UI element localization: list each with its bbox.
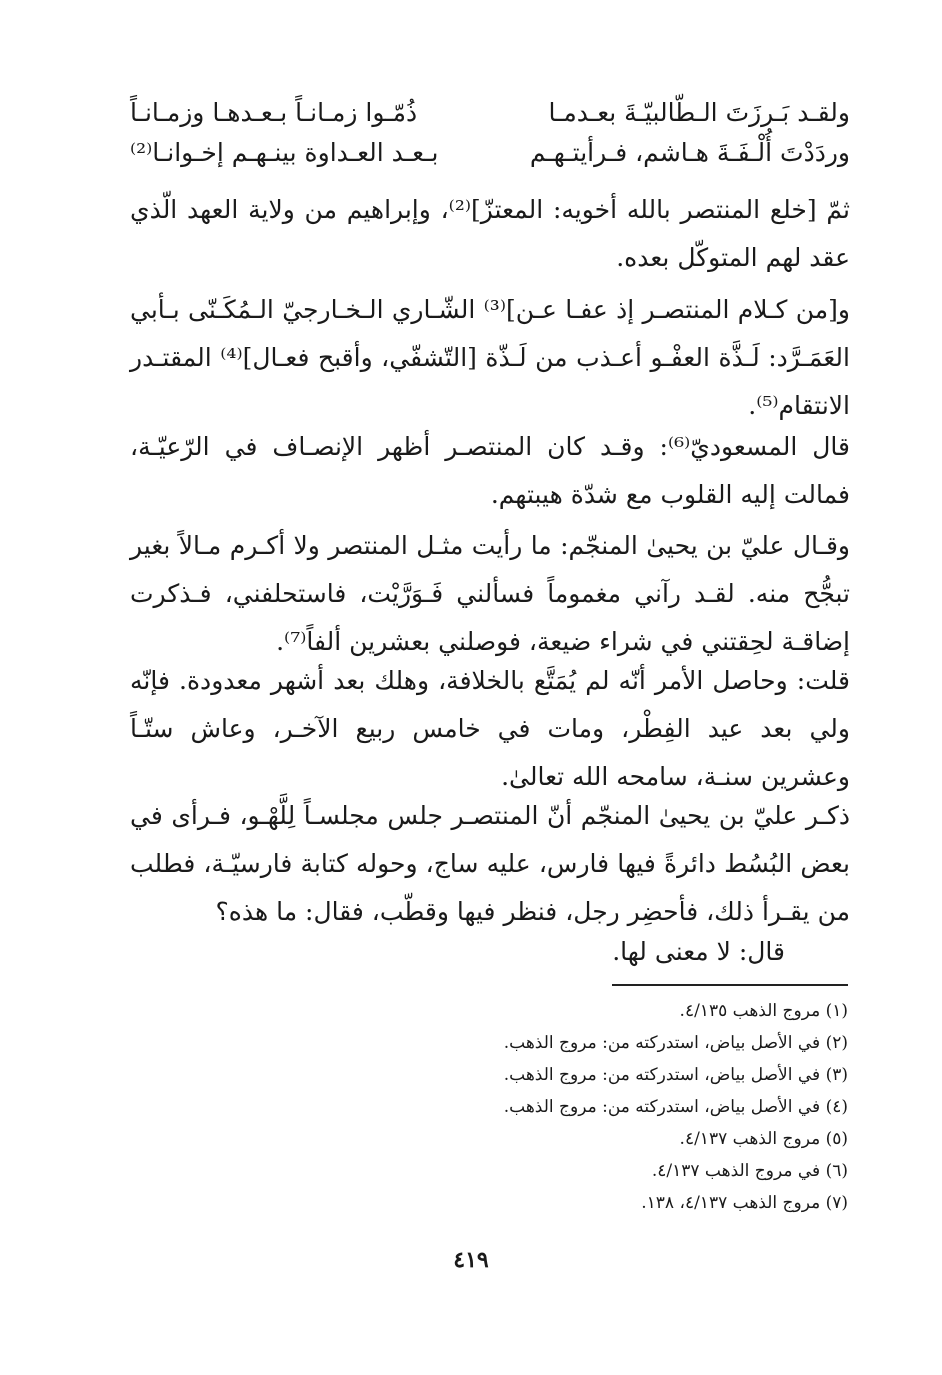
paragraph-text: ذكـر عليّ بن يحيىٰ المنجّم أنّ المنتصـر جلس مجلسـاً لِلَّهْـو، فـرأى في بعض البُسُط دائرةً فيها فارس، عليه ساج، وحوله كتابة فارسيّـة، فطلب من يقـرأ ذلك، فأحضِر رجل، فنظر فيها وقطّب، فقال: ما هذه؟ xyxy=(130,801,850,926)
footnote-item: (٣) في الأصل بياض، استدركته من: مروج الذهب. xyxy=(503,1065,848,1085)
paragraph-ali-ibn-yahya xyxy=(130,522,850,666)
footnote-item: (٤) في الأصل بياض، استدركته من: مروج الذهب. xyxy=(503,1097,848,1117)
paragraph-text: وقـال عليّ بن يحيىٰ المنجّم: ما رأيت مثـل المنتصر ولا أكـرم مـالاً بغير تبجُّح منه. لقـد رآني مغموماً فسألني فَـوَرَّيْت، فاستحلفني، فـذكرت إضاقـة لحِقتني في شراء ضيعة، فوصلني بعشرين ألفاً⁽⁷⁾. xyxy=(130,531,850,656)
paragraph-text: قال: لا معنى لها. xyxy=(612,937,785,966)
verse-hemistich-right: ولقـد بَـرزَتَ الـطّالبيّـةَ بعـدمـا xyxy=(548,97,850,127)
footnote-item: (٦) في مروج الذهب ٤/١٣٧. xyxy=(651,1161,848,1181)
page-number: ٤١٩ xyxy=(453,1247,489,1273)
verse-hemistich-left: بـعـد العـداوة بينـهـم إخـوانـا⁽²⁾ xyxy=(130,137,439,167)
footnote-item: (٧) مروج الذهب ٤/١٣٧، ١٣٨. xyxy=(641,1193,848,1213)
paragraph-conclusion xyxy=(130,657,850,801)
verse-line-1 xyxy=(130,92,850,132)
paragraph-reply xyxy=(130,928,785,976)
footnote-item: (٢) في الأصل بياض، استدركته من: مروج الذهب. xyxy=(503,1033,848,1053)
paragraph-text: ثمّ [خلع المنتصر بالله أخويه: المعتزّ]⁽²⁾، وإبراهيم من ولاية العهد الّذي عقد لهم المتوكّل بعده. xyxy=(130,195,850,272)
paragraph-deposition xyxy=(130,186,850,282)
paragraph-carpet-story xyxy=(130,792,850,936)
poem-verse xyxy=(130,92,850,172)
paragraph-text: قلت: وحاصل الأمر أنّه لم يُمَتَّع بالخلافة، وهلك بعد أشهر معدودة. فإنّه ولي بعد عيد الفِطْر، ومات في خامس ربيع الآخـر، وعاش ستّـاً وعشرين سنـة، سامحه الله تعالىٰ. xyxy=(130,666,850,791)
footnote-separator xyxy=(612,984,848,986)
paragraph-text: قال المسعوديّ⁽⁶⁾: وقـد كان المنتصـر أظهر الإنصـاف في الرّعيّـة، فمالت إليه القلوب مع شدّة هيبتهم. xyxy=(130,432,850,509)
footnotes xyxy=(400,995,848,1219)
footnote-item: (١) مروج الذهب ٤/١٣٥. xyxy=(679,1001,848,1021)
paragraph-masudi xyxy=(130,423,850,519)
paragraph-text: و[من كـلام المنتصـر إذ عفـا عـن]⁽³⁾ الشّـاري الـخـارجيّ الـمُكَـنّى بـأبي العَمَـرَّد: لَـذَّة العفْـو أعـذب من لَـذّة [التّشفّي، وأقبح فعـال]⁽⁴⁾ المقتـدر الانتقام⁽⁵⁾. xyxy=(130,295,850,420)
verse-hemistich-left: ذُمّـوا زمـانـاً بـعـدهـا وزمـانـاً xyxy=(130,97,418,127)
verse-hemistich-right: وردَدْتَ أُلْـفَـةَ هـاشم، فـرأيتـهـم xyxy=(529,137,850,167)
footnote-item: (٥) مروج الذهب ٤/١٣٧. xyxy=(679,1129,848,1149)
paragraph-forgiveness xyxy=(130,286,850,430)
verse-line-2 xyxy=(130,132,850,172)
